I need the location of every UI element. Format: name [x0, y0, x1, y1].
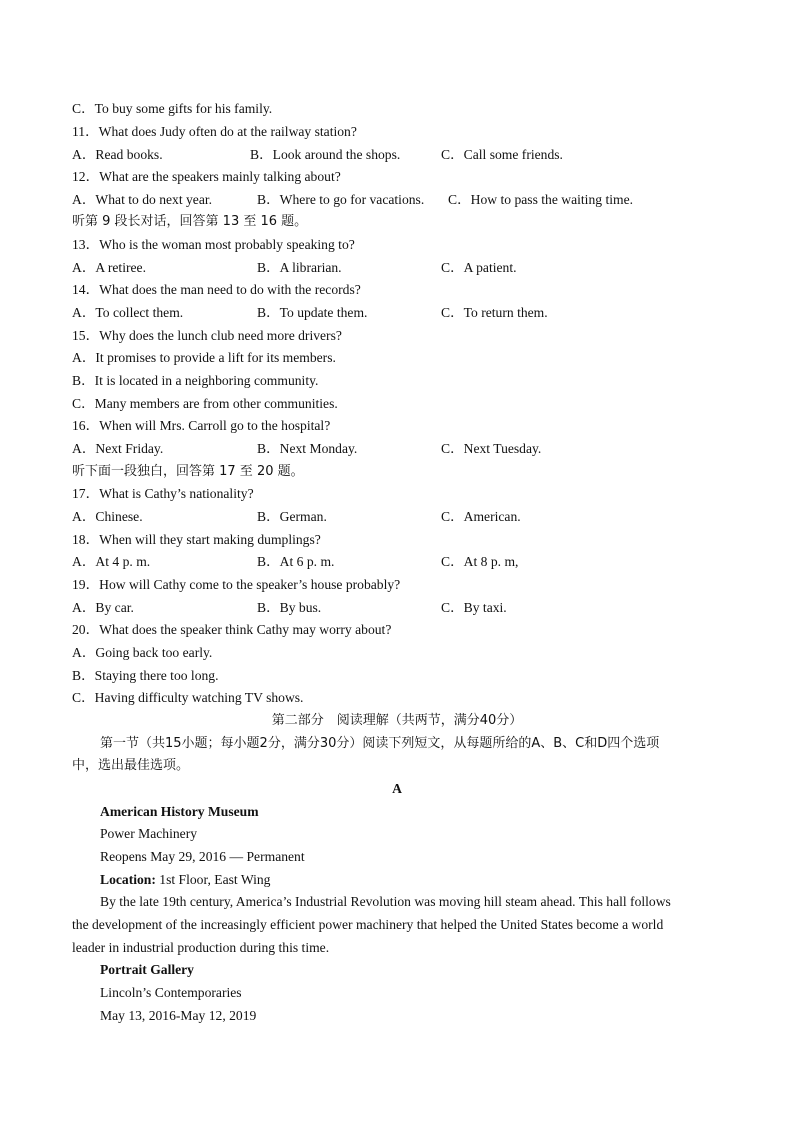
- section-one-instruction-line1: 第一节（共15小题；每小题2分，满分30分）阅读下列短文，从每题所给的A、B、C和D四个选项: [100, 736, 660, 751]
- q18-option-c: C．At 8 p. m,: [441, 554, 519, 569]
- q19-option-b: B．By bus.: [257, 600, 322, 615]
- exhibit2-date: May 13, 2016-May 12, 2019: [100, 1008, 257, 1023]
- q12-option-a: A．What to do next year.: [72, 192, 213, 207]
- q16-option-c: C．Next Tuesday.: [441, 441, 542, 456]
- q17-option-c: C．American.: [441, 509, 521, 524]
- q20-question: 20．What does the speaker think Cathy may worry about?: [72, 622, 392, 637]
- q14-option-b: B．To update them.: [257, 305, 368, 320]
- exhibit1-date: Reopens May 29, 2016 — Permanent: [100, 849, 305, 864]
- q20-option-a: A．Going back too early.: [72, 645, 213, 660]
- exhibit1-paragraph-line1: By the late 19th century, America’s Industrial Revolution was moving hill steam ahead. This hall follows: [100, 894, 671, 909]
- passage-label: A: [392, 781, 402, 796]
- exhibit1-location: [100, 871, 270, 889]
- part-two-title: 第二部分 阅读理解（共两节，满分40分）: [271, 713, 523, 728]
- q15-option-b: B．It is located in a neighboring community.: [72, 373, 319, 388]
- location-value: 1st Floor, East Wing: [155, 872, 271, 887]
- q20-option-b: B．Staying there too long.: [72, 668, 219, 683]
- exhibit2-name: Lincoln’s Contemporaries: [100, 985, 242, 1000]
- q20-option-c: C．Having difficulty watching TV shows.: [72, 690, 304, 705]
- q19-question: 19．How will Cathy come to the speaker’s house probably?: [72, 577, 401, 592]
- gallery-title: Portrait Gallery: [100, 962, 194, 977]
- exhibit1-paragraph-line2: the development of the increasingly efficient power machinery that helped the United States become a world: [72, 917, 664, 932]
- q11-option-a: A．Read books.: [72, 147, 163, 162]
- q16-option-b: B．Next Monday.: [257, 441, 358, 456]
- q16-option-a: A．Next Friday.: [72, 441, 164, 456]
- q18-option-b: B．At 6 p. m.: [257, 554, 335, 569]
- instruction-section-9: 听第 9 段长对话，回答第 13 至 16 题。: [72, 214, 308, 229]
- q13-option-c: C．A patient.: [441, 260, 517, 275]
- q14-question: 14．What does the man need to do with the records?: [72, 282, 361, 297]
- location-label: Location:: [100, 872, 156, 887]
- q12-option-c: C．How to pass the waiting time.: [448, 192, 634, 207]
- q18-question: 18．When will they start making dumplings?: [72, 532, 321, 547]
- q17-option-b: B．German.: [257, 509, 327, 524]
- q10-option-c: C．To buy some gifts for his family.: [72, 101, 273, 116]
- exhibit1-paragraph-line3: leader in industrial production during this time.: [72, 940, 330, 955]
- q12-question: 12．What are the speakers mainly talking about?: [72, 169, 341, 184]
- museum-title: American History Museum: [100, 804, 259, 819]
- q15-option-c: C．Many members are from other communities.: [72, 396, 338, 411]
- q15-option-a: A．It promises to provide a lift for its members.: [72, 350, 336, 365]
- q14-option-c: C．To return them.: [441, 305, 548, 320]
- q13-question: 13．Who is the woman most probably speaking to?: [72, 237, 355, 252]
- exhibit1-name: Power Machinery: [100, 826, 198, 841]
- q11-question: 11．What does Judy often do at the railway station?: [72, 124, 357, 139]
- q17-question: 17．What is Cathy’s nationality?: [72, 486, 254, 501]
- q11-option-b: B．Look around the shops.: [250, 147, 401, 162]
- q19-option-a: A．By car.: [72, 600, 134, 615]
- q14-option-a: A．To collect them.: [72, 305, 184, 320]
- instruction-section-10: 听下面一段独白，回答第 17 至 20 题。: [72, 464, 304, 479]
- q13-option-a: A．A retiree.: [72, 260, 146, 275]
- q16-question: 16．When will Mrs. Carroll go to the hospital?: [72, 418, 331, 433]
- q17-option-a: A．Chinese.: [72, 509, 143, 524]
- q18-option-a: A．At 4 p. m.: [72, 554, 151, 569]
- q15-question: 15．Why does the lunch club need more drivers?: [72, 328, 342, 343]
- q12-option-b: B．Where to go for vacations.: [257, 192, 425, 207]
- q19-option-c: C．By taxi.: [441, 600, 507, 615]
- q13-option-b: B．A librarian.: [257, 260, 342, 275]
- section-one-instruction-line2: 中，选出最佳选项。: [72, 758, 190, 773]
- q11-option-c: C．Call some friends.: [441, 147, 563, 162]
